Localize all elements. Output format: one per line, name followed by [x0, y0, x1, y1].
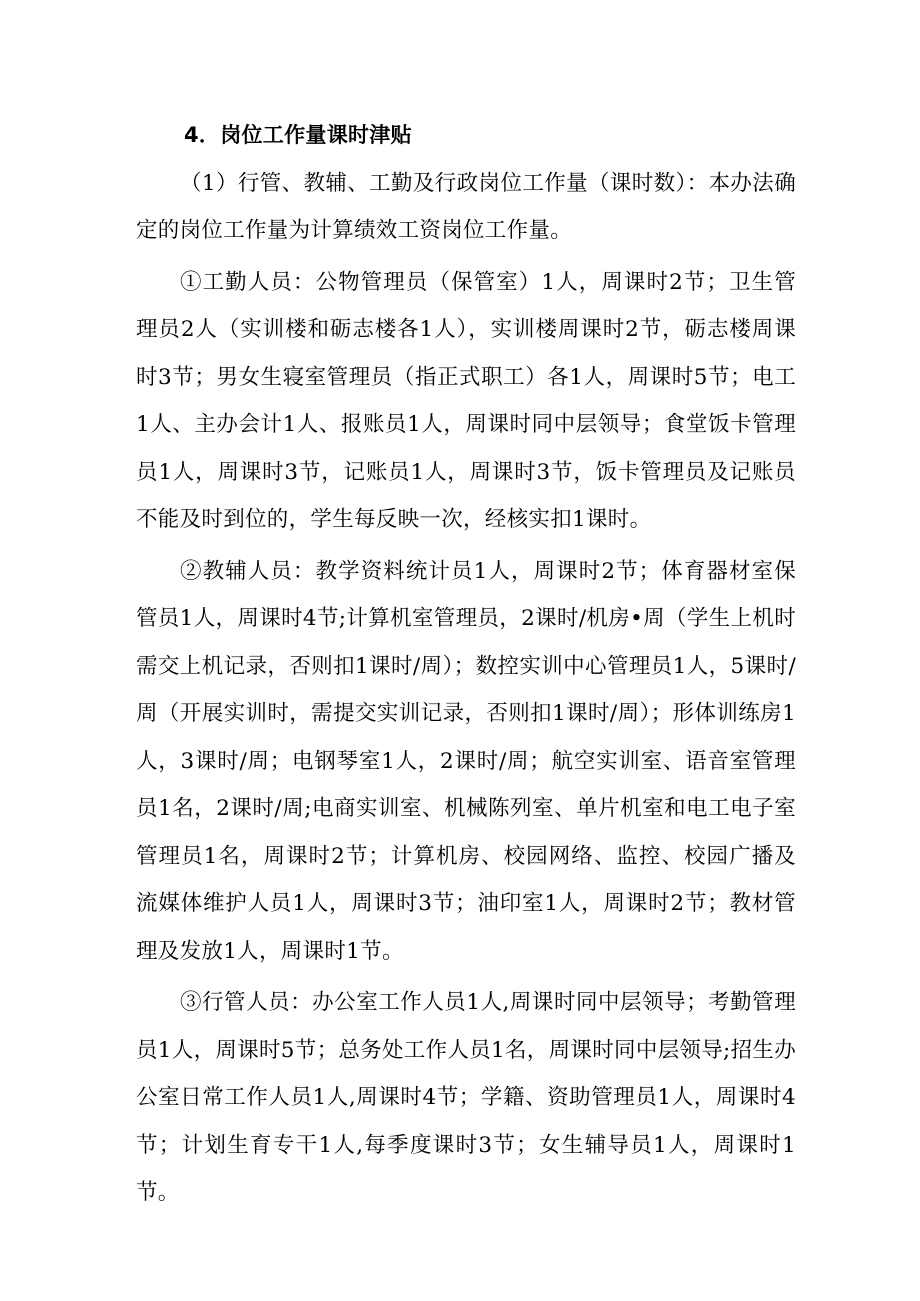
section-heading: 4．岗位工作量课时津贴 — [184, 123, 412, 147]
document-body — [136, 112, 796, 1221]
paragraph-intro: （1）行管、教辅、工勤及行政岗位工作量（课时数）：本办法确定的岗位工作量为计算绩效工资岗位工作量。 — [136, 170, 796, 243]
paragraph-admin-staff: ③行管人员：办公室工作人员1人,周课时同中层领导；考勤管理员1人，周课时5节；总务处工作人员1名，周课时同中层领导;招生办公室日常工作人员1人,周课时4节；学籍、资助管理员1人，周课时4节；计划生育专干1人,每季度课时3节；女生辅导员1人，周课时1节。 — [136, 990, 796, 1205]
paragraph-service-staff: ①工勤人员：公物管理员（保管室）1人，周课时2节；卫生管理员2人（实训楼和砺志楼各1人），实训楼周课时2节，砺志楼周课时3节；男女生寝室管理员（指正式职工）各1人，周课时5节；电工1人、主办会计1人、报账员1人，周课时同中层领导；食堂饭卡管理员1人，周课时3节，记账员1人，周课时3节，饭卡管理员及记账员不能及时到位的，学生每反映一次，经核实扣1课时。 — [136, 269, 796, 532]
paragraph-teaching-assistants: ②教辅人员：教学资料统计员1人，周课时2节；体育器材室保管员1人，周课时4节;计算机室管理员，2课时/机房•周（学生上机时需交上机记录，否则扣1课时/周）；数控实训中心管理员1人，5课时/周（开展实训时，需提交实训记录，否则扣1课时/周）；形体训练房1人，3课时/周；电钢琴室1人，2课时/周；航空实训室、语音室管理员1名，2课时/周;电商实训室、机械陈列室、单片机室和电工电子室管理员1名，周课时2节；计算机房、校园网络、监控、校园广播及流媒体维护人员1人，周课时3节；油印室1人，周课时2节；教材管理及发放1人，周课时1节。 — [136, 558, 796, 964]
